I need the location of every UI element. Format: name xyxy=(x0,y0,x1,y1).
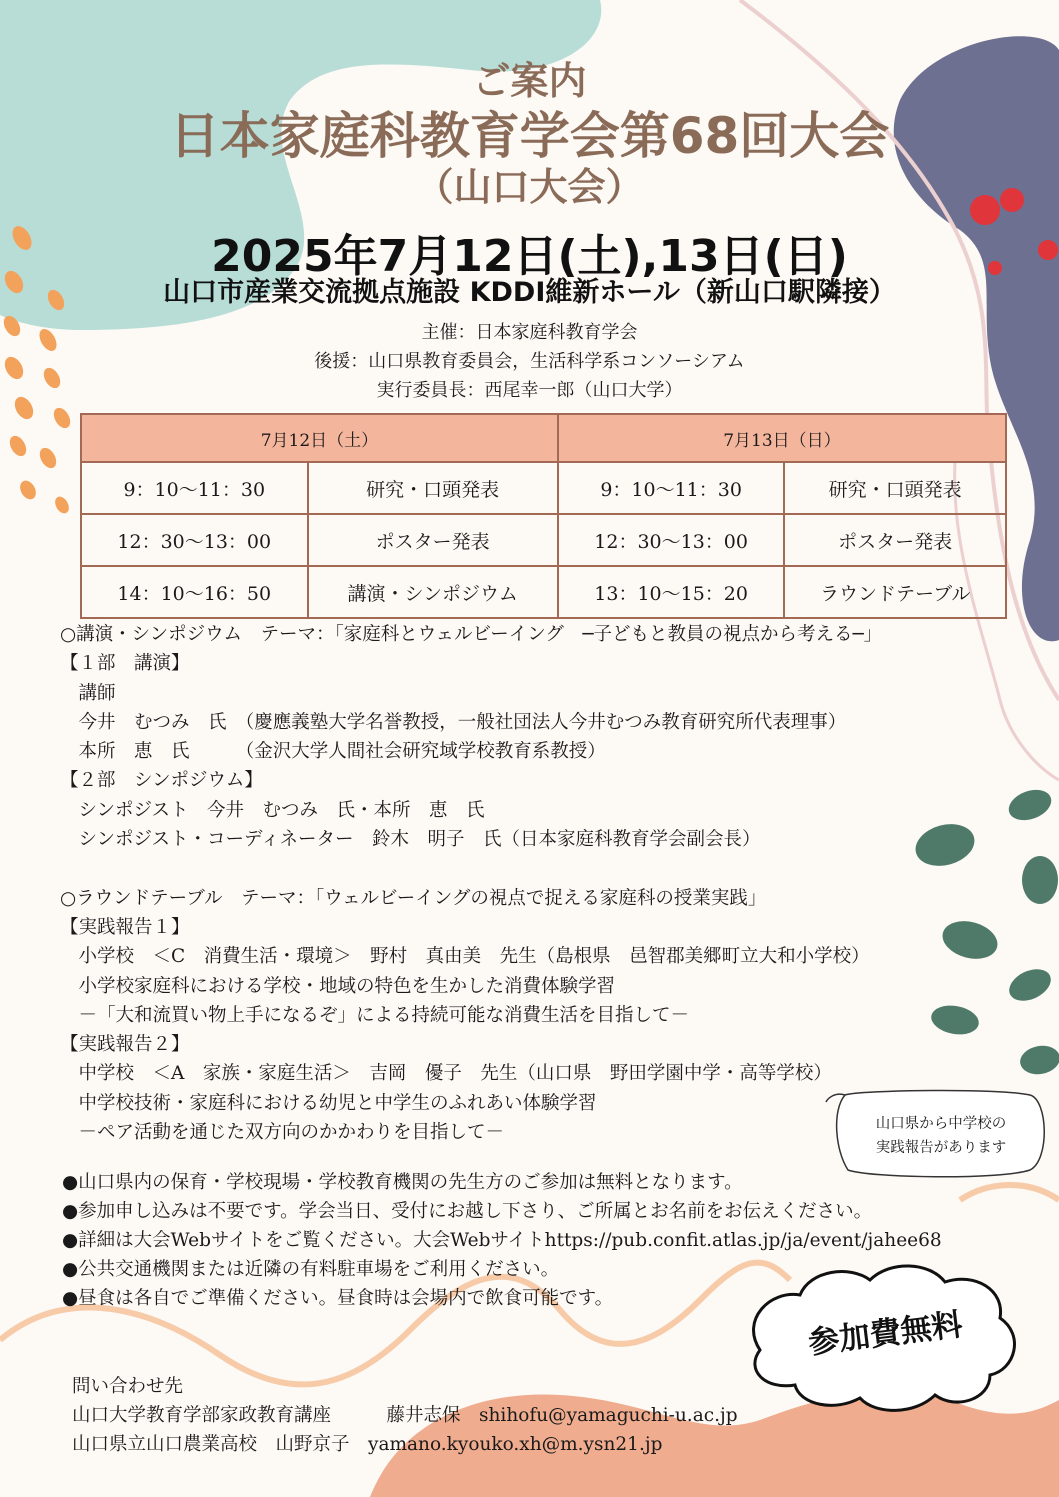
report2-title: 中学校技術・家庭科における幼児と中学生のふれあい体験学習 xyxy=(60,1092,597,1114)
contact-line: 山口大学教育学部家政教育講座 藤井志保 shihofu@yamaguchi-u.ac.jp xyxy=(72,1405,738,1426)
support-line: 後援：山口県教育委員会，生活科学系コンソーシアム xyxy=(314,351,745,372)
day2-header: 7月13日（日） xyxy=(558,414,1006,462)
free-admission-badge: 参加費無料 xyxy=(806,1306,965,1362)
report1-title: 小学校家庭科における学校・地域の特色を生かした消費体験学習 xyxy=(60,975,616,997)
spacer-line xyxy=(60,854,1050,883)
speech-bubble xyxy=(836,1112,1046,1160)
program-details xyxy=(60,620,1050,1147)
contact-heading: 問い合わせ先 xyxy=(72,1376,184,1397)
schedule-header-row xyxy=(81,414,1006,462)
event-subtitle: （山口大会） xyxy=(415,165,644,209)
schedule-time: 12：30～13：00 xyxy=(81,514,308,566)
report1-heading: 【実践報告１】 xyxy=(60,916,190,938)
schedule-time: 12：30～13：00 xyxy=(558,514,785,566)
symposiasts: シンポジスト 今井 むつみ 氏・本所 恵 氏 xyxy=(60,799,485,821)
report1-presenter: 小学校 ＜C 消費生活・環境＞ 野村 真由美 先生（島根県 邑智郡美郷町立大和小学校） xyxy=(60,946,870,968)
schedule-row xyxy=(81,462,1006,514)
symposium-theme: ○講演・シンポジウム テーマ：「家庭科とウェルビーイング ─子どもと教員の視点から考える─」 xyxy=(60,624,883,645)
contact-line: 山口県立山口農業高校 山野京子 yamano.kyouko.xh@m.ysn21.jp xyxy=(72,1434,663,1455)
schedule-event: ポスター発表 xyxy=(308,514,558,566)
schedule-table xyxy=(80,413,1007,619)
schedule-time: 13：10～15：20 xyxy=(558,566,785,618)
event-date: 2025年7月12日(土),13日(日) xyxy=(211,231,848,282)
lecturer-label: 講師 xyxy=(60,682,116,704)
schedule-event: 講演・シンポジウム xyxy=(308,566,558,618)
event-venue: 山口市産業交流拠点施設 KDDI維新ホール（新山口駅隣接） xyxy=(163,277,896,308)
schedule-time: 9：10～11：30 xyxy=(558,462,785,514)
schedule-event: 研究・口頭発表 xyxy=(308,462,558,514)
chair-line: 実行委員長：西尾幸一郎（山口大学） xyxy=(376,380,683,401)
note-item: ●公共交通機関または近隣の有料駐車場をご利用ください。 xyxy=(62,1259,560,1280)
schedule-row xyxy=(81,514,1006,566)
schedule-row xyxy=(81,566,1006,618)
lecturer-honjo: 本所 恵 氏 （金沢大学人間社会研究域学校教育系教授） xyxy=(60,741,606,763)
schedule-event: ポスター発表 xyxy=(784,514,1006,566)
part1-heading: 【１部 講演】 xyxy=(60,653,190,675)
note-item: ●詳細は大会Webサイトをご覧ください。大会Webサイトhttps://pub.confit.atlas.jp/ja/event/jahee68 xyxy=(62,1230,942,1251)
lecturer-imai: 今井 むつみ 氏 （慶應義塾大学名誉教授，一般社団法人今井むつみ教育研究所代表理事） xyxy=(60,711,847,733)
bubble-line1: 山口県から中学校の xyxy=(875,1116,1007,1132)
report2-presenter: 中学校 ＜A 家族・家庭生活＞ 吉岡 優子 先生（山口県 野田学園中学・高等学校） xyxy=(60,1063,832,1085)
report2-heading: 【実践報告２】 xyxy=(60,1034,190,1056)
note-item: ●山口県内の保育・学校現場・学校教育機関の先生方のご参加は無料となります。 xyxy=(62,1172,743,1193)
note-item: ●昼食は各自でご準備ください。昼食時は会場内で飲食可能です。 xyxy=(62,1288,614,1309)
note-item: ●参加申し込みは不要です。学会当日、受付にお越し下さり、ご所属とお名前をお伝えください。 xyxy=(62,1201,873,1222)
roundtable-theme: ○ラウンドテーブル テーマ：「ウェルビーイングの視点で捉える家庭科の授業実践」 xyxy=(60,887,767,909)
schedule-time: 14：10～16：50 xyxy=(81,566,308,618)
bubble-line2: 実践報告があります xyxy=(875,1140,1007,1156)
part2-heading: 【２部 シンポジウム】 xyxy=(60,770,263,792)
pre-title: ご案内 xyxy=(472,59,587,103)
contact-block xyxy=(72,1372,738,1459)
event-title: 日本家庭科教育学会第68回大会 xyxy=(169,107,890,165)
host-line: 主催：日本家庭科教育学会 xyxy=(421,322,638,343)
report1-subtitle: －「大和流買い物上手になるぞ」による持続可能な消費生活を目指して－ xyxy=(60,1004,690,1026)
schedule-event: ラウンドテーブル xyxy=(784,566,1006,618)
schedule-time: 9：10～11：30 xyxy=(81,462,308,514)
schedule-event: 研究・口頭発表 xyxy=(784,462,1006,514)
coordinator: シンポジスト・コーディネーター 鈴木 明子 氏（日本家庭科教育学会副会長） xyxy=(60,829,761,851)
day1-header: 7月12日（土） xyxy=(81,414,558,462)
notes-list xyxy=(62,1168,1052,1313)
report2-subtitle: －ペア活動を通じた双方向のかかわりを目指して－ xyxy=(60,1122,505,1144)
